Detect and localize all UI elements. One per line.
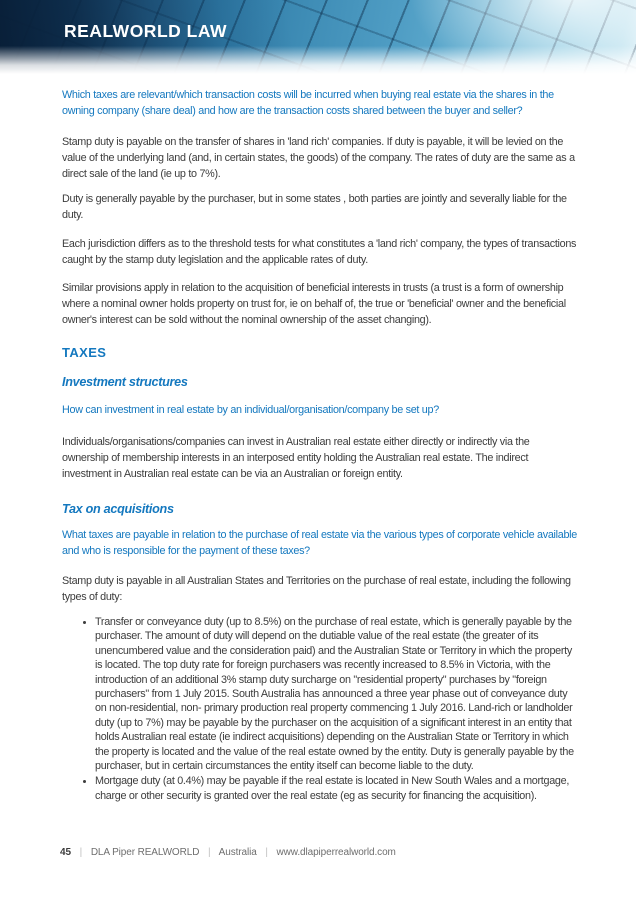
footer-separator: |	[79, 847, 83, 858]
subsection-investment-structures: Investment structures	[62, 375, 188, 389]
brand-title: REALWORLD LAW	[64, 21, 228, 41]
paragraph-investment-options: Individuals/organisations/companies can invest in Australian real estate either directly or indirectly via the ownership of membership interests in an interposed entity holding the Australian real estate. The indirect investment in Australian real estate can be via an Australian or foreign entity.	[62, 436, 530, 480]
bullet-list-duty-types	[62, 615, 577, 803]
paragraph-trust-provisions: Similar provisions apply in relation to the acquisition of beneficial interests in trusts (a trust is a form of ownership where a nominal owner holds property on trust for, ie on behalf of, the true or 'beneficial' owner and the beneficial owner's interest can be sold without the nominal ownership of the asset changing).	[62, 282, 566, 326]
footer-country: Australia	[218, 847, 257, 858]
footer-separator: |	[265, 847, 268, 858]
bullet-item-mortgage-duty: • Mortgage duty (at 0.4%) may be payable if the real estate is located in New South Wales and a mortgage, charge or other security is granted over the real estate (eg as security for financing the acquisition).	[95, 774, 577, 803]
paragraph-jurisdiction-thresholds: Each jurisdiction differs as to the threshold tests for what constitutes a 'land rich' company, the types of transactions caught by the stamp duty legislation and the applicable rates of duty.	[62, 238, 577, 266]
page-header	[0, 0, 636, 74]
question-investment-setup: How can investment in real estate by an individual/organisation/company be set up?	[62, 404, 439, 416]
page-number: 45	[60, 847, 71, 858]
section-heading-taxes: TAXES	[62, 345, 107, 360]
paragraph-stamp-duty-shares: Stamp duty is payable on the transfer of shares in 'land rich' companies. If duty is payable, it will be levied on the value of the underlying land (and, in certain states, the goods) of the company. The rates of duty are the same as a direct sale of the land (ie up to 7%).	[62, 136, 575, 180]
bullet-item-transfer-duty: • Transfer or conveyance duty (up to 8.5%) on the purchase of real estate, which is generally payable by the purchaser. The amount of duty will depend on the dutiable value of the real estate (the greater of its unencumbered value and the consideration paid) and the Australian State or Territory in which the property is located. The top duty rate for foreign purchasers was recently increased to 8.5% in Victoria, with the introduction of an additional 3% stamp duty surcharge on "residential property" purchases by "foreign purchasers" from 1 July 2015. South Australia has announced a three year phase out of conveyance duty on non-residential, non- primary production real property commencing 1 July 2016. Land-rich or landholder duty (up to 7%) may be payable by the purchaser on the acquisition of a significant interest in an entity that holds Australian real estate (ie indirect acquisitions) depending on the Australian State or Territory in which the property is located and the value of the real estate owned by the entity. Duty is generally payable by the purchaser, but in certain circumstances the entity itself can become liable to the duty.	[95, 615, 577, 773]
page-footer	[0, 841, 636, 900]
footer-url: www.dlapiperrealworld.com	[276, 847, 396, 858]
footer-brand: DLA Piper REALWORLD	[90, 847, 200, 858]
question-share-deal-taxes: Which taxes are relevant/which transaction costs will be incurred when buying real estate via the shares in the owning company (share deal) and how are the transaction costs shared between the buyer and seller?	[62, 89, 554, 117]
document-body	[0, 74, 636, 803]
subsection-tax-on-acquisitions: Tax on acquisitions	[62, 502, 174, 516]
paragraph-stamp-duty-states: Stamp duty is payable in all Australian States and Territories on the purchase of real estate, including the following types of duty:	[62, 575, 571, 603]
question-purchase-taxes: What taxes are payable in relation to the purchase of real estate via the various types of corporate vehicle available and who is responsible for the payment of these taxes?	[62, 529, 577, 557]
footer-separator: |	[208, 847, 211, 858]
paragraph-duty-payable: Duty is generally payable by the purchaser, but in some states , both parties are jointly and severally liable for the duty.	[62, 193, 567, 221]
